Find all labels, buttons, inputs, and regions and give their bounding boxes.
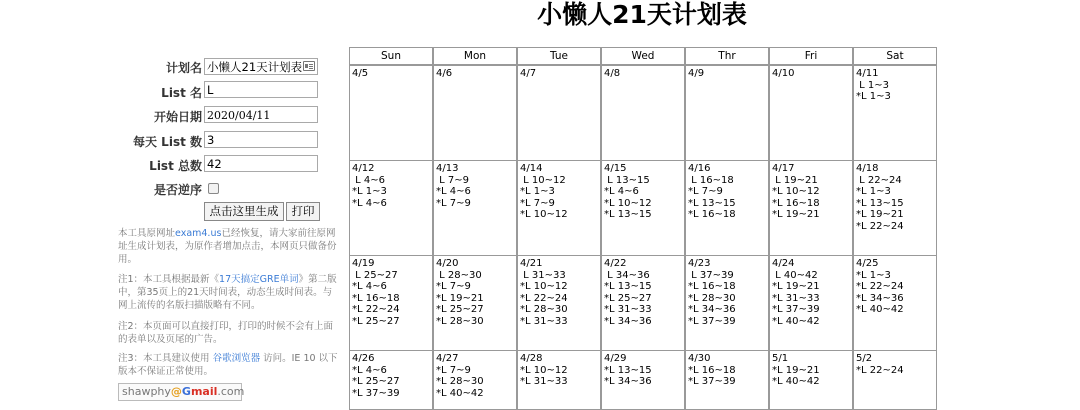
cell-list-entry: *L 7~9 xyxy=(436,197,471,209)
day-header: Fri xyxy=(769,47,853,65)
gmail-address-badge xyxy=(118,383,245,401)
cell-list-entry: *L 28~30 xyxy=(520,304,568,315)
day-header: Wed xyxy=(601,47,685,65)
cell-list-entry: *L 13~15 xyxy=(604,364,652,376)
cell-date: 4/11 xyxy=(856,68,879,79)
calendar-day-cell xyxy=(685,255,769,351)
cell-list-entry: *L 25~27 xyxy=(352,315,400,327)
cell-date: 4/24 xyxy=(772,258,795,269)
calendar-day-cell xyxy=(853,160,937,256)
cell-list-entry: *L 1~3 xyxy=(856,91,891,102)
plan-name-value: 小懒人21天计划表 xyxy=(207,60,303,74)
start-date-label: 开始日期 xyxy=(153,110,202,124)
cell-list-entry: *L 13~15 xyxy=(688,197,736,209)
cell-date: 4/28 xyxy=(520,353,543,364)
calendar-day-cell xyxy=(853,65,937,161)
cell-list-entry: *L 16~18 xyxy=(688,281,736,292)
calendar-day-cell xyxy=(433,350,517,410)
calendar-day-cell xyxy=(853,350,937,410)
per-day-input[interactable]: 3 xyxy=(204,131,318,148)
cell-list-entry: *L 22~24 xyxy=(856,364,904,376)
cell-list-entry: *L 28~30 xyxy=(436,376,484,387)
cell-list-entry: *L 10~12 xyxy=(604,197,652,209)
calendar-day-cell xyxy=(349,350,433,410)
cell-list-entry: *L 16~18 xyxy=(352,292,400,304)
badge-g: G xyxy=(181,385,191,398)
cell-list-entry: *L 37~39 xyxy=(688,315,736,327)
cell-date: 5/2 xyxy=(856,353,873,364)
note-3 xyxy=(118,352,340,378)
cell-list-entry: *L 25~27 xyxy=(436,304,484,315)
cell-list-entry: L 16~18 xyxy=(688,174,734,186)
cell-list-entry: *L 4~6 xyxy=(604,186,639,197)
cell-list-entry: *L 31~33 xyxy=(604,304,652,315)
cell-list-entry: L 7~9 xyxy=(436,174,470,186)
note-1 xyxy=(118,273,340,312)
cell-date: 4/21 xyxy=(520,258,543,269)
cell-list-entry: L 4~6 xyxy=(352,174,386,186)
calendar-day-cell xyxy=(685,160,769,256)
cell-date: 4/30 xyxy=(688,353,711,364)
cell-list-entry: L 13~15 xyxy=(604,174,650,186)
exam4-link[interactable]: exam4.us xyxy=(175,228,222,239)
cell-date: 4/6 xyxy=(436,68,453,79)
cell-list-entry: *L 40~42 xyxy=(436,387,484,399)
cell-list-entry: *L 4~6 xyxy=(352,197,387,209)
cell-list-entry: *L 22~24 xyxy=(856,281,904,292)
badge-user: shawphy xyxy=(122,385,171,398)
cell-list-entry: L 40~42 xyxy=(772,269,818,281)
note-3-suffix: 访问。IE 10 以下版本不保证正常使用。 xyxy=(118,353,338,377)
note-0 xyxy=(118,227,340,266)
cell-list-entry: *L 25~27 xyxy=(352,376,400,387)
generate-button[interactable]: 点击这里生成 xyxy=(204,202,284,221)
cell-date: 4/27 xyxy=(436,353,459,364)
cell-list-entry: *L 31~33 xyxy=(520,376,568,387)
cell-list-entry: *L 4~6 xyxy=(436,186,471,197)
cell-list-entry: *L 1~3 xyxy=(856,186,891,197)
calendar-week-row xyxy=(349,160,937,256)
cell-list-entry: L 10~12 xyxy=(520,174,566,186)
cell-list-entry: *L 13~15 xyxy=(856,197,904,209)
cell-list-entry: *L 22~24 xyxy=(520,292,568,304)
print-button[interactable]: 打印 xyxy=(286,202,320,221)
cell-list-entry: *L 1~3 xyxy=(856,269,891,281)
badge-mail: mail xyxy=(190,385,218,398)
cell-list-entry: *L 34~36 xyxy=(604,315,652,327)
cell-list-entry: *L 1~3 xyxy=(352,186,387,197)
calendar-week-row xyxy=(349,350,937,410)
calendar-day-cell xyxy=(517,350,601,410)
note-1-suffix: 》第二版中，第35页上的21天时间表，动态生成时间表。与网上流传的名版扫描版略有不同。 xyxy=(118,274,337,311)
cell-list-entry: *L 19~21 xyxy=(772,364,820,376)
cell-list-entry: *L 19~21 xyxy=(772,209,820,220)
cell-list-entry: *L 28~30 xyxy=(688,292,736,304)
cell-date: 4/10 xyxy=(772,68,795,79)
calendar-day-cell xyxy=(349,65,433,161)
chrome-link[interactable]: 谷歌浏览器 xyxy=(212,353,261,364)
cell-date: 4/16 xyxy=(688,163,711,174)
badge-at: @ xyxy=(170,385,182,398)
cell-date: 4/22 xyxy=(604,258,627,269)
cell-list-entry: *L 16~18 xyxy=(688,209,736,220)
cell-list-entry: *L 7~9 xyxy=(688,186,723,197)
note-0-suffix: 已经恢复，请大家前往原网址生成计划表，为原作者增加点击，本网页只做备份用。 xyxy=(118,228,337,265)
calendar-day-cell xyxy=(769,350,853,410)
calendar-day-cell xyxy=(517,160,601,256)
calendar-day-cell xyxy=(853,255,937,351)
cell-date: 4/29 xyxy=(604,353,627,364)
reverse-label: 是否逆序 xyxy=(153,183,202,197)
list-name-label: List 名 xyxy=(161,86,202,100)
reverse-checkbox[interactable] xyxy=(208,183,219,194)
calendar-day-cell xyxy=(433,160,517,256)
cell-date: 5/1 xyxy=(772,353,789,364)
cell-list-entry: *L 13~15 xyxy=(604,281,652,292)
day-header: Sun xyxy=(349,47,433,65)
cell-date: 4/7 xyxy=(520,68,537,79)
cell-list-entry: *L 16~18 xyxy=(772,197,820,209)
calendar-week-row xyxy=(349,65,937,161)
cell-list-entry: *L 7~9 xyxy=(520,197,555,209)
cell-date: 4/19 xyxy=(352,258,375,269)
list-name-input[interactable]: L xyxy=(204,81,318,98)
cell-date: 4/25 xyxy=(856,258,879,269)
cell-list-entry: *L 34~36 xyxy=(688,304,736,315)
day-header: Tue xyxy=(517,47,601,65)
cell-list-entry: *L 37~39 xyxy=(772,304,820,315)
cell-list-entry: L 19~21 xyxy=(772,174,818,186)
calendar-day-cell xyxy=(601,160,685,256)
calendar-day-cell xyxy=(685,350,769,410)
cell-list-entry: *L 37~39 xyxy=(688,376,736,387)
cell-list-entry: *L 28~30 xyxy=(436,315,484,327)
total-input[interactable]: 42 xyxy=(204,155,318,172)
cell-date: 4/20 xyxy=(436,258,459,269)
cell-list-entry: *L 10~12 xyxy=(520,281,568,292)
day-header: Mon xyxy=(433,47,517,65)
calendar-day-cell xyxy=(769,65,853,161)
total-label: List 总数 xyxy=(149,159,202,173)
calendar-week-row xyxy=(349,255,937,351)
plan-name-label: 计划名 xyxy=(165,61,202,75)
note-0-prefix: 本工具原网址 xyxy=(118,228,176,239)
calendar-day-cell xyxy=(517,65,601,161)
cell-list-entry: *L 25~27 xyxy=(604,292,652,304)
cell-date: 4/17 xyxy=(772,163,795,174)
cell-list-entry: L 28~30 xyxy=(436,269,482,281)
cell-list-entry: *L 16~18 xyxy=(688,364,736,376)
cell-list-entry: L 1~3 xyxy=(856,79,890,91)
cell-list-entry: L 25~27 xyxy=(352,269,398,281)
cell-list-entry: L 37~39 xyxy=(688,269,734,281)
cell-list-entry: *L 22~24 xyxy=(856,220,904,232)
cell-list-entry: *L 31~33 xyxy=(772,292,820,304)
badge-domain: .com xyxy=(217,385,245,398)
calendar-day-cell xyxy=(601,350,685,410)
cell-list-entry: *L 22~24 xyxy=(352,304,400,315)
calendar-day-cell xyxy=(601,255,685,351)
calendar-day-cell xyxy=(685,65,769,161)
cell-list-entry: *L 10~12 xyxy=(520,364,568,376)
calendar-day-cell xyxy=(769,255,853,351)
cell-list-entry: L 34~36 xyxy=(604,269,650,281)
cell-list-entry: *L 1~3 xyxy=(520,186,555,197)
cell-list-entry: *L 40~42 xyxy=(772,315,820,327)
calendar-table xyxy=(349,47,938,409)
cell-list-entry: *L 10~12 xyxy=(772,186,820,197)
cell-list-entry: L 22~24 xyxy=(856,174,902,186)
cell-list-entry: *L 7~9 xyxy=(436,281,471,292)
cell-date: 4/15 xyxy=(604,163,627,174)
calendar-day-cell xyxy=(433,65,517,161)
page-title: 小懒人21天计划表 xyxy=(537,0,747,29)
start-date-input[interactable]: 2020/04/11 xyxy=(204,106,318,123)
cell-date: 4/14 xyxy=(520,163,543,174)
cell-date: 4/9 xyxy=(688,68,705,79)
note-1-prefix: 注1：本工具根据最新《 xyxy=(118,274,220,285)
cell-list-entry: *L 19~21 xyxy=(856,209,904,220)
cell-list-entry: *L 7~9 xyxy=(436,364,471,376)
cell-date: 4/8 xyxy=(604,68,621,79)
day-header: Thr xyxy=(685,47,769,65)
calendar-day-cell xyxy=(349,255,433,351)
cell-date: 4/18 xyxy=(856,163,879,174)
note-3-prefix: 注3：本工具建议使用 xyxy=(118,353,213,364)
contact-card-icon[interactable] xyxy=(303,61,315,71)
per-day-label: 每天 List 数 xyxy=(133,135,202,149)
cell-list-entry: *L 4~6 xyxy=(352,281,387,292)
cell-list-entry: *L 37~39 xyxy=(352,387,400,399)
cell-list-entry: *L 31~33 xyxy=(520,315,568,327)
calendar-day-cell xyxy=(601,65,685,161)
day-header: Sat xyxy=(853,47,937,65)
cell-list-entry: *L 40~42 xyxy=(772,376,820,387)
calendar-header-row xyxy=(349,47,937,65)
calendar-day-cell xyxy=(769,160,853,256)
cell-list-entry: *L 19~21 xyxy=(436,292,484,304)
cell-list-entry: *L 10~12 xyxy=(520,209,568,220)
cell-list-entry: *L 13~15 xyxy=(604,209,652,220)
gre-book-link[interactable]: 17天搞定GRE单词 xyxy=(219,274,299,285)
calendar-day-cell xyxy=(349,160,433,256)
plan-name-input[interactable] xyxy=(204,58,318,75)
cell-list-entry: *L 34~36 xyxy=(856,292,904,304)
cell-date: 4/5 xyxy=(352,68,369,79)
cell-list-entry: *L 4~6 xyxy=(352,364,387,376)
note-2: 注2：本页面可以直接打印，打印的时候不会有上面的表单以及页尾的广告。 xyxy=(118,321,334,345)
cell-date: 4/23 xyxy=(688,258,711,269)
cell-list-entry: *L 19~21 xyxy=(772,281,820,292)
cell-list-entry: *L 40~42 xyxy=(856,304,904,315)
cell-date: 4/12 xyxy=(352,163,375,174)
cell-date: 4/13 xyxy=(436,163,459,174)
calendar-day-cell xyxy=(433,255,517,351)
cell-list-entry: *L 34~36 xyxy=(604,376,652,387)
cell-list-entry: L 31~33 xyxy=(520,269,566,281)
calendar-day-cell xyxy=(517,255,601,351)
cell-date: 4/26 xyxy=(352,353,375,364)
